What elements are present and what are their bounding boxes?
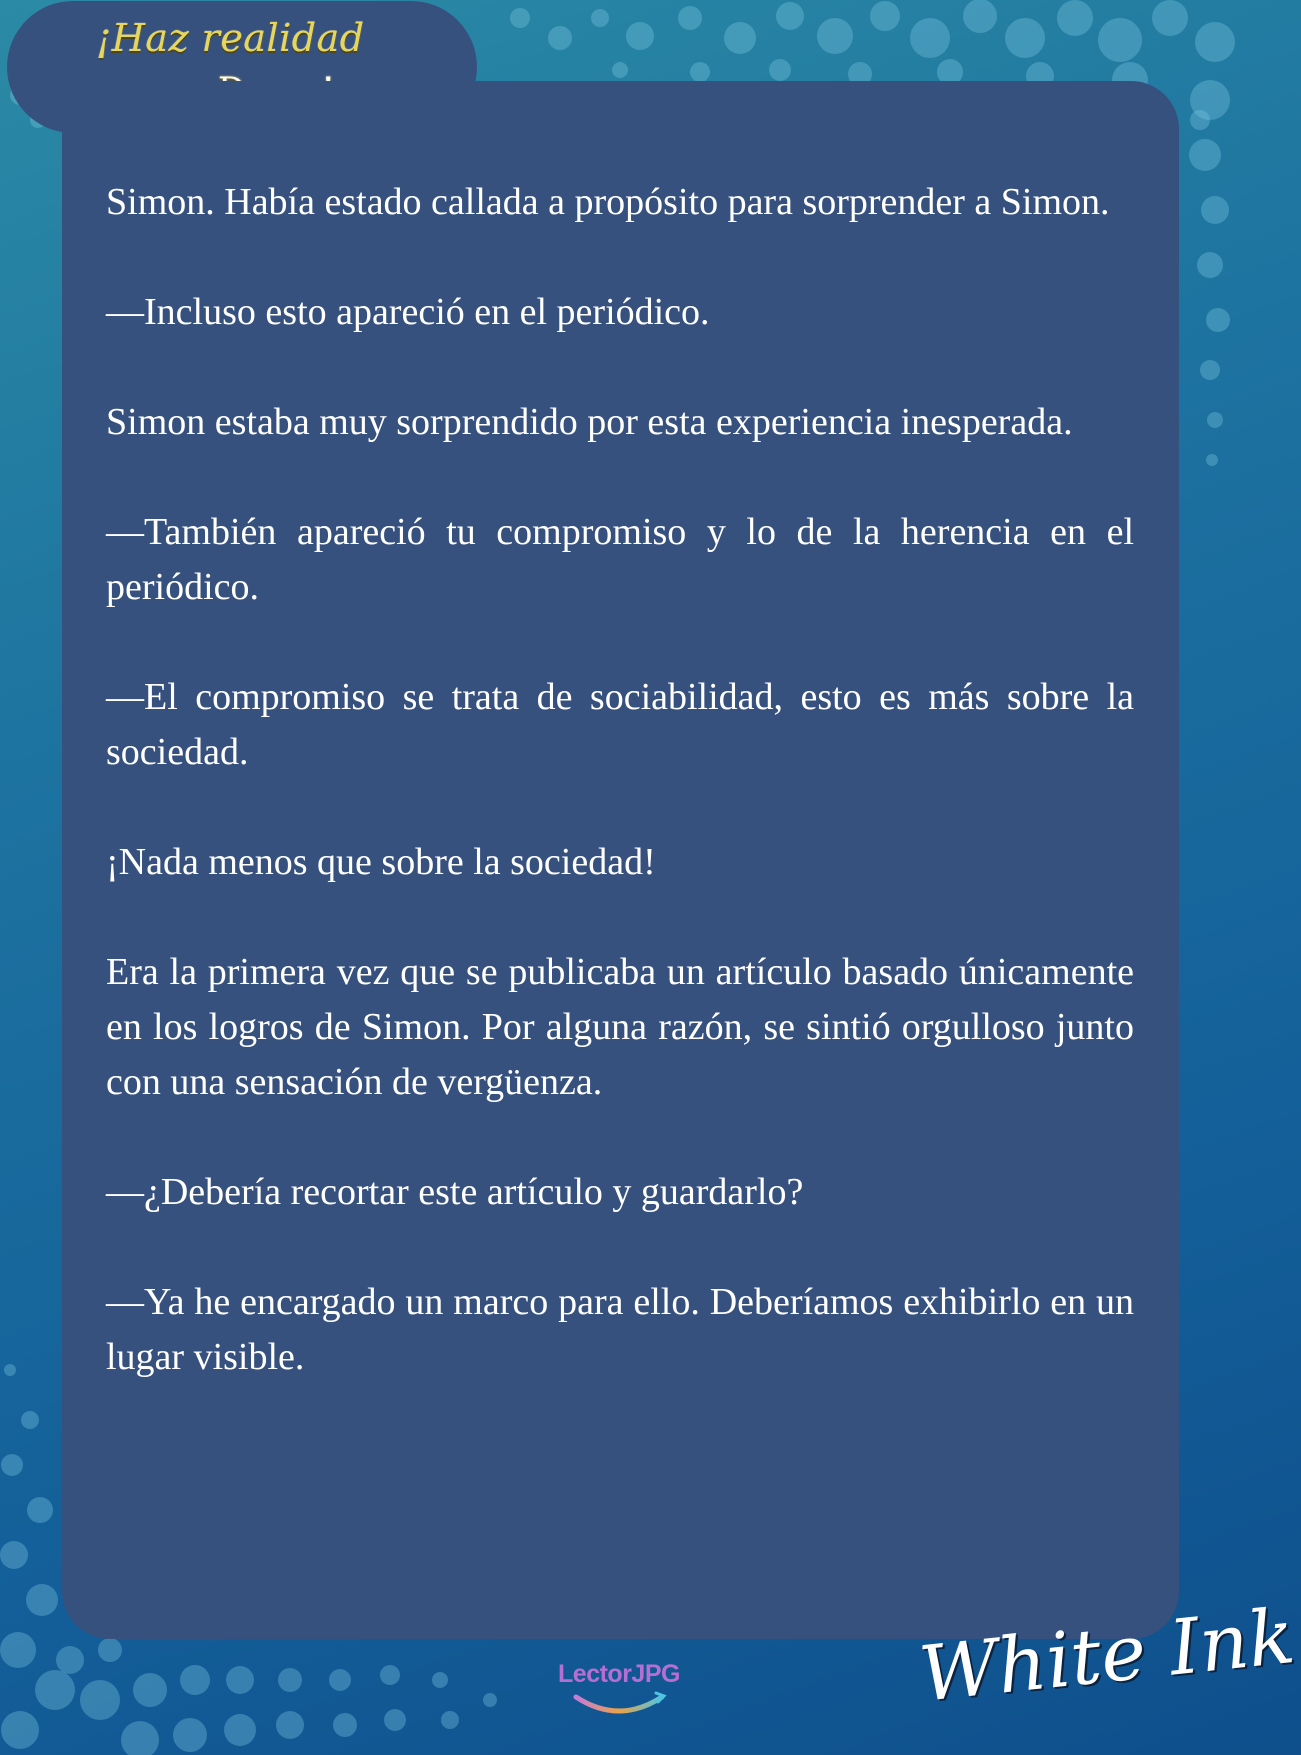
white-ink-signature: White Ink bbox=[915, 1590, 1299, 1719]
text-card bbox=[62, 81, 1179, 1639]
smile-icon bbox=[564, 1689, 674, 1719]
paragraph: Era la primera vez que se publicaba un artículo basado únicamente en los logros de Simon. Por alguna razón, se sintió orgulloso junto con una sensación de vergüenza. bbox=[106, 951, 1134, 1103]
story-text bbox=[106, 175, 1134, 1440]
paragraph: —¿Debería recortar este artículo y guardarlo? bbox=[106, 1171, 804, 1213]
logo-line-1: ¡Haz realidad bbox=[96, 16, 365, 60]
paragraph: —El compromiso se trata de sociabilidad, esto es más sobre la sociedad. bbox=[106, 676, 1134, 773]
paragraph: Simon. Había estado callada a propósito para sorprender a Simon. bbox=[106, 181, 1110, 223]
paragraph: —Incluso esto apareció en el periódico. bbox=[106, 291, 710, 333]
paragraph: Simon estaba muy sorprendido por esta experiencia inesperada. bbox=[106, 401, 1073, 443]
paragraph: —También apareció tu compromiso y lo de la herencia en el periódico. bbox=[106, 511, 1134, 608]
lectorjpg-logo bbox=[544, 1660, 694, 1730]
lectorjpg-logo-text: LectorJPG bbox=[558, 1660, 680, 1688]
paragraph: —Ya he encargado un marco para ello. Deberíamos exhibirlo en un lugar visible. bbox=[106, 1281, 1134, 1378]
paragraph: ¡Nada menos que sobre la sociedad! bbox=[106, 841, 656, 883]
